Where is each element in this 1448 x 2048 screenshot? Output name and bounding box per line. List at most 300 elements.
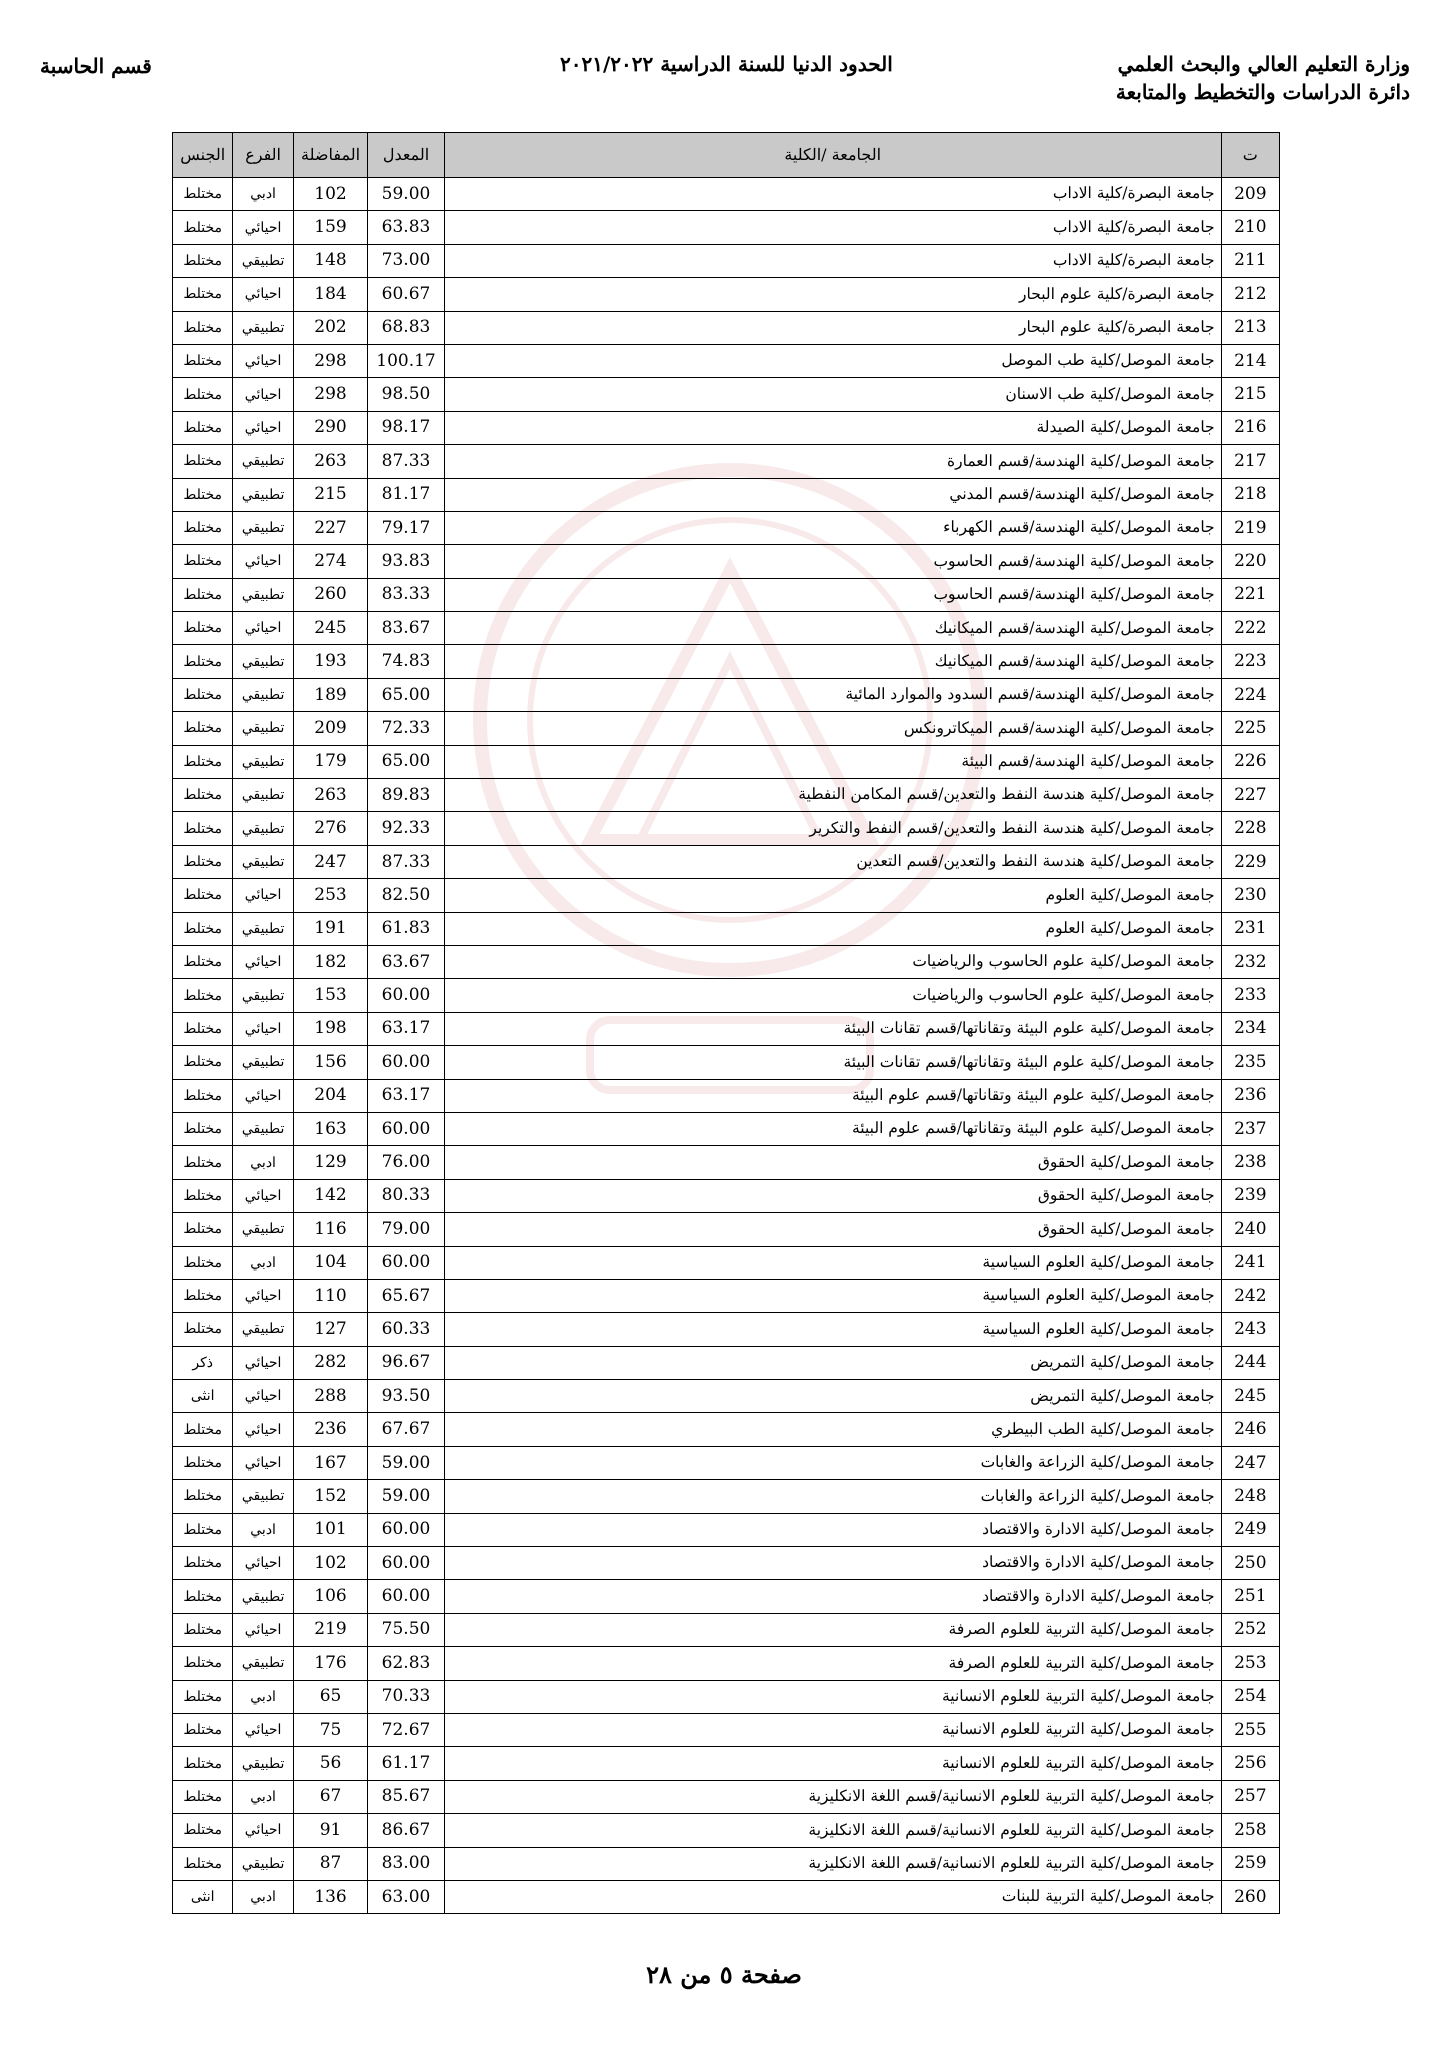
- admission-table-container: [172, 132, 1280, 1914]
- cell-university-college: جامعة الموصل/كلية الهندسة/قسم الميكانيك: [444, 645, 1221, 678]
- cell-number: 244: [1221, 1346, 1279, 1379]
- table-row: [173, 1814, 1280, 1847]
- cell-branch: ادبي: [233, 1780, 293, 1813]
- cell-number: 232: [1221, 945, 1279, 978]
- cell-preference: 219: [293, 1613, 367, 1646]
- cell-gender: مختلط: [173, 1179, 233, 1212]
- cell-preference: 67: [293, 1780, 367, 1813]
- cell-average: 63.67: [368, 945, 444, 978]
- cell-average: 60.00: [368, 1580, 444, 1613]
- cell-university-college: جامعة الموصل/كلية التربية للعلوم الانسانية/قسم اللغة الانكليزية: [444, 1780, 1221, 1813]
- cell-branch: احيائي: [233, 1446, 293, 1479]
- cell-average: 85.67: [368, 1780, 444, 1813]
- cell-average: 63.83: [368, 211, 444, 244]
- cell-university-college: جامعة الموصل/كلية الصيدلة: [444, 411, 1221, 444]
- cell-university-college: جامعة البصرة/كلية الاداب: [444, 244, 1221, 277]
- cell-university-college: جامعة الموصل/كلية الهندسة/قسم الكهرباء: [444, 511, 1221, 544]
- cell-gender: مختلط: [173, 578, 233, 611]
- cell-branch: احيائي: [233, 1380, 293, 1413]
- cell-branch: احيائي: [233, 1346, 293, 1379]
- cell-preference: 129: [293, 1146, 367, 1179]
- table-row: [173, 378, 1280, 411]
- cell-number: 215: [1221, 378, 1279, 411]
- table-row: [173, 1446, 1280, 1479]
- cell-average: 60.00: [368, 1046, 444, 1079]
- cell-average: 76.00: [368, 1146, 444, 1179]
- cell-preference: 282: [293, 1346, 367, 1379]
- cell-gender: مختلط: [173, 945, 233, 978]
- cell-gender: مختلط: [173, 178, 233, 211]
- cell-gender: مختلط: [173, 1780, 233, 1813]
- cell-average: 80.33: [368, 1179, 444, 1212]
- cell-branch: ادبي: [233, 1513, 293, 1546]
- cell-number: 254: [1221, 1680, 1279, 1713]
- cell-university-college: جامعة الموصل/كلية علوم البيئة وتقاناتها/قسم علوم البيئة: [444, 1112, 1221, 1145]
- cell-average: 65.00: [368, 678, 444, 711]
- cell-average: 93.50: [368, 1380, 444, 1413]
- table-row: [173, 578, 1280, 611]
- cell-number: 216: [1221, 411, 1279, 444]
- page-number: صفحة ٥ من ٢٨: [646, 1960, 802, 1989]
- cell-average: 61.17: [368, 1747, 444, 1780]
- table-row: [173, 1547, 1280, 1580]
- cell-gender: مختلط: [173, 1547, 233, 1580]
- cell-branch: تطبيقي: [233, 1046, 293, 1079]
- cell-branch: احيائي: [233, 378, 293, 411]
- header-gender: الجنس: [173, 133, 233, 178]
- cell-preference: 245: [293, 612, 367, 645]
- cell-preference: 263: [293, 445, 367, 478]
- cell-gender: مختلط: [173, 378, 233, 411]
- cell-university-college: جامعة الموصل/كلية هندسة النفط والتعدين/قسم التعدين: [444, 845, 1221, 878]
- cell-average: 87.33: [368, 445, 444, 478]
- cell-average: 92.33: [368, 812, 444, 845]
- cell-university-college: جامعة البصرة/كلية علوم البحار: [444, 311, 1221, 344]
- cell-average: 74.83: [368, 645, 444, 678]
- cell-preference: 198: [293, 1012, 367, 1045]
- cell-university-college: جامعة الموصل/كلية علوم الحاسوب والرياضيات: [444, 979, 1221, 1012]
- table-body: [173, 178, 1280, 1914]
- table-row: [173, 1480, 1280, 1513]
- cell-gender: مختلط: [173, 845, 233, 878]
- cell-number: 238: [1221, 1146, 1279, 1179]
- table-row: [173, 712, 1280, 745]
- cell-preference: 179: [293, 745, 367, 778]
- cell-gender: مختلط: [173, 344, 233, 377]
- cell-average: 65.67: [368, 1279, 444, 1312]
- cell-gender: مختلط: [173, 244, 233, 277]
- cell-average: 60.00: [368, 1112, 444, 1145]
- cell-university-college: جامعة الموصل/كلية علوم البيئة وتقاناتها/قسم تقانات البيئة: [444, 1012, 1221, 1045]
- cell-branch: تطبيقي: [233, 1213, 293, 1246]
- cell-preference: 116: [293, 1213, 367, 1246]
- cell-gender: مختلط: [173, 745, 233, 778]
- cell-gender: مختلط: [173, 511, 233, 544]
- table-row: [173, 1146, 1280, 1179]
- cell-branch: تطبيقي: [233, 1847, 293, 1880]
- cell-branch: تطبيقي: [233, 1647, 293, 1680]
- cell-preference: 153: [293, 979, 367, 1012]
- table-row: [173, 1313, 1280, 1346]
- cell-gender: انثى: [173, 1880, 233, 1913]
- cell-number: 223: [1221, 645, 1279, 678]
- cell-branch: احيائي: [233, 411, 293, 444]
- cell-gender: مختلط: [173, 411, 233, 444]
- cell-preference: 136: [293, 1880, 367, 1913]
- cell-branch: تطبيقي: [233, 1580, 293, 1613]
- cell-number: 228: [1221, 812, 1279, 845]
- cell-branch: ادبي: [233, 1146, 293, 1179]
- cell-preference: 176: [293, 1647, 367, 1680]
- cell-university-college: جامعة الموصل/كلية علوم البيئة وتقاناتها/قسم علوم البيئة: [444, 1079, 1221, 1112]
- cell-branch: تطبيقي: [233, 812, 293, 845]
- cell-university-college: جامعة الموصل/كلية التربية للعلوم الانسانية: [444, 1747, 1221, 1780]
- table-row: [173, 311, 1280, 344]
- cell-average: 72.33: [368, 712, 444, 745]
- table-row: [173, 1046, 1280, 1079]
- cell-number: 225: [1221, 712, 1279, 745]
- cell-preference: 102: [293, 178, 367, 211]
- cell-gender: مختلط: [173, 912, 233, 945]
- cell-university-college: جامعة الموصل/كلية الادارة والاقتصاد: [444, 1513, 1221, 1546]
- cell-average: 79.00: [368, 1213, 444, 1246]
- table-row: [173, 1847, 1280, 1880]
- cell-average: 60.33: [368, 1313, 444, 1346]
- table-row: [173, 344, 1280, 377]
- cell-branch: تطبيقي: [233, 1480, 293, 1513]
- cell-branch: احيائي: [233, 211, 293, 244]
- cell-number: 251: [1221, 1580, 1279, 1613]
- cell-university-college: جامعة الموصل/كلية الهندسة/قسم السدود والموارد المائية: [444, 678, 1221, 711]
- cell-preference: 75: [293, 1713, 367, 1746]
- cell-average: 83.67: [368, 612, 444, 645]
- cell-number: 247: [1221, 1446, 1279, 1479]
- cell-average: 82.50: [368, 879, 444, 912]
- cell-preference: 56: [293, 1747, 367, 1780]
- cell-number: 260: [1221, 1880, 1279, 1913]
- cell-number: 256: [1221, 1747, 1279, 1780]
- cell-gender: مختلط: [173, 1480, 233, 1513]
- cell-number: 237: [1221, 1112, 1279, 1145]
- cell-preference: 167: [293, 1446, 367, 1479]
- department-name: قسم الحاسبة: [40, 54, 152, 78]
- cell-average: 60.00: [368, 1246, 444, 1279]
- cell-gender: مختلط: [173, 1079, 233, 1112]
- cell-average: 98.17: [368, 411, 444, 444]
- cell-university-college: جامعة الموصل/كلية التمريض: [444, 1380, 1221, 1413]
- cell-preference: 184: [293, 278, 367, 311]
- table-row: [173, 612, 1280, 645]
- cell-branch: احيائي: [233, 1012, 293, 1045]
- cell-number: 245: [1221, 1380, 1279, 1413]
- cell-number: 229: [1221, 845, 1279, 878]
- cell-average: 63.00: [368, 1880, 444, 1913]
- table-row: [173, 478, 1280, 511]
- cell-preference: 191: [293, 912, 367, 945]
- cell-branch: ادبي: [233, 1246, 293, 1279]
- cell-university-college: جامعة الموصل/كلية الهندسة/قسم البيئة: [444, 745, 1221, 778]
- table-row: [173, 678, 1280, 711]
- admission-table: [172, 132, 1280, 1914]
- cell-average: 60.00: [368, 1513, 444, 1546]
- cell-gender: مختلط: [173, 779, 233, 812]
- cell-preference: 298: [293, 378, 367, 411]
- cell-university-college: جامعة الموصل/كلية العلوم: [444, 879, 1221, 912]
- ministry-name: وزارة التعليم العالي والبحث العلمي: [1117, 52, 1410, 76]
- cell-gender: مختلط: [173, 1847, 233, 1880]
- cell-gender: مختلط: [173, 478, 233, 511]
- cell-branch: احيائي: [233, 278, 293, 311]
- cell-university-college: جامعة الموصل/كلية طب الموصل: [444, 344, 1221, 377]
- cell-gender: مختلط: [173, 211, 233, 244]
- cell-gender: مختلط: [173, 278, 233, 311]
- cell-number: 211: [1221, 244, 1279, 277]
- table-row: [173, 1179, 1280, 1212]
- cell-preference: 65: [293, 1680, 367, 1713]
- directorate-name: دائرة الدراسات والتخطيط والمتابعة: [1115, 80, 1410, 104]
- cell-gender: انثى: [173, 1380, 233, 1413]
- cell-branch: تطبيقي: [233, 979, 293, 1012]
- cell-branch: تطبيقي: [233, 1112, 293, 1145]
- header-number: ت: [1221, 133, 1279, 178]
- cell-university-college: جامعة الموصل/كلية الادارة والاقتصاد: [444, 1547, 1221, 1580]
- cell-number: 240: [1221, 1213, 1279, 1246]
- cell-preference: 152: [293, 1480, 367, 1513]
- header-preference: المفاضلة: [293, 133, 367, 178]
- cell-university-college: جامعة البصرة/كلية الاداب: [444, 211, 1221, 244]
- cell-gender: مختلط: [173, 545, 233, 578]
- table-row: [173, 1880, 1280, 1913]
- cell-branch: احيائي: [233, 945, 293, 978]
- table-row: [173, 879, 1280, 912]
- table-row: [173, 645, 1280, 678]
- cell-university-college: جامعة البصرة/كلية علوم البحار: [444, 278, 1221, 311]
- cell-gender: مختلط: [173, 1747, 233, 1780]
- cell-number: 219: [1221, 511, 1279, 544]
- cell-branch: تطبيقي: [233, 311, 293, 344]
- cell-gender: مختلط: [173, 1613, 233, 1646]
- cell-number: 258: [1221, 1814, 1279, 1847]
- cell-branch: ادبي: [233, 1880, 293, 1913]
- cell-branch: احيائي: [233, 545, 293, 578]
- cell-university-college: جامعة الموصل/كلية علوم الحاسوب والرياضيات: [444, 945, 1221, 978]
- cell-branch: احيائي: [233, 612, 293, 645]
- cell-preference: 193: [293, 645, 367, 678]
- cell-preference: 104: [293, 1246, 367, 1279]
- cell-branch: ادبي: [233, 178, 293, 211]
- cell-gender: مختلط: [173, 311, 233, 344]
- cell-branch: تطبيقي: [233, 578, 293, 611]
- table-row: [173, 1513, 1280, 1546]
- cell-average: 59.00: [368, 1480, 444, 1513]
- page-title: الحدود الدنيا للسنة الدراسية ٢٠٢١/٢٠٢٢: [560, 52, 893, 76]
- cell-average: 62.83: [368, 1647, 444, 1680]
- cell-branch: احيائي: [233, 1413, 293, 1446]
- cell-number: 218: [1221, 478, 1279, 511]
- cell-branch: احيائي: [233, 1079, 293, 1112]
- table-row: [173, 979, 1280, 1012]
- cell-gender: مختلط: [173, 1680, 233, 1713]
- cell-branch: تطبيقي: [233, 511, 293, 544]
- cell-university-college: جامعة الموصل/كلية الادارة والاقتصاد: [444, 1580, 1221, 1613]
- cell-average: 83.33: [368, 578, 444, 611]
- cell-gender: مختلط: [173, 1413, 233, 1446]
- cell-university-college: جامعة الموصل/كلية الطب البيطري: [444, 1413, 1221, 1446]
- cell-average: 67.67: [368, 1413, 444, 1446]
- cell-preference: 106: [293, 1580, 367, 1613]
- table-row: [173, 211, 1280, 244]
- table-row: [173, 1647, 1280, 1680]
- table-row: [173, 1246, 1280, 1279]
- cell-number: 221: [1221, 578, 1279, 611]
- cell-number: 222: [1221, 612, 1279, 645]
- cell-number: 233: [1221, 979, 1279, 1012]
- cell-preference: 182: [293, 945, 367, 978]
- cell-university-college: جامعة الموصل/كلية الحقوق: [444, 1146, 1221, 1179]
- cell-branch: تطبيقي: [233, 244, 293, 277]
- cell-gender: مختلط: [173, 678, 233, 711]
- cell-gender: مختلط: [173, 1213, 233, 1246]
- cell-gender: مختلط: [173, 812, 233, 845]
- cell-number: 230: [1221, 879, 1279, 912]
- cell-gender: ذكر: [173, 1346, 233, 1379]
- cell-branch: احيائي: [233, 1613, 293, 1646]
- cell-branch: تطبيقي: [233, 1313, 293, 1346]
- table-row: [173, 1012, 1280, 1045]
- cell-university-college: جامعة الموصل/كلية العلوم: [444, 912, 1221, 945]
- cell-average: 93.83: [368, 545, 444, 578]
- cell-number: 250: [1221, 1547, 1279, 1580]
- cell-gender: مختلط: [173, 1246, 233, 1279]
- cell-preference: 215: [293, 478, 367, 511]
- cell-average: 59.00: [368, 1446, 444, 1479]
- cell-number: 253: [1221, 1647, 1279, 1680]
- table-row: [173, 1713, 1280, 1746]
- cell-university-college: جامعة الموصل/كلية الهندسة/قسم الحاسوب: [444, 545, 1221, 578]
- cell-average: 63.17: [368, 1079, 444, 1112]
- cell-branch: تطبيقي: [233, 445, 293, 478]
- table-row: [173, 1580, 1280, 1613]
- cell-gender: مختلط: [173, 1046, 233, 1079]
- cell-branch: تطبيقي: [233, 478, 293, 511]
- cell-university-college: جامعة الموصل/كلية التربية للعلوم الانسانية/قسم اللغة الانكليزية: [444, 1847, 1221, 1880]
- cell-number: 236: [1221, 1079, 1279, 1112]
- cell-university-college: جامعة الموصل/كلية الهندسة/قسم العمارة: [444, 445, 1221, 478]
- cell-gender: مختلط: [173, 1580, 233, 1613]
- cell-university-college: جامعة البصرة/كلية الاداب: [444, 178, 1221, 211]
- cell-preference: 298: [293, 344, 367, 377]
- cell-average: 60.00: [368, 1547, 444, 1580]
- cell-number: 220: [1221, 545, 1279, 578]
- cell-branch: تطبيقي: [233, 845, 293, 878]
- cell-number: 242: [1221, 1279, 1279, 1312]
- cell-number: 214: [1221, 344, 1279, 377]
- cell-number: 224: [1221, 678, 1279, 711]
- cell-average: 81.17: [368, 478, 444, 511]
- cell-gender: مختلط: [173, 879, 233, 912]
- cell-gender: مختلط: [173, 1146, 233, 1179]
- table-row: [173, 1780, 1280, 1813]
- cell-branch: تطبيقي: [233, 645, 293, 678]
- cell-average: 83.00: [368, 1847, 444, 1880]
- cell-number: 249: [1221, 1513, 1279, 1546]
- table-header-row: [173, 133, 1280, 178]
- cell-preference: 156: [293, 1046, 367, 1079]
- cell-preference: 253: [293, 879, 367, 912]
- cell-branch: احيائي: [233, 344, 293, 377]
- cell-university-college: جامعة الموصل/كلية الهندسة/قسم الميكاترونكس: [444, 712, 1221, 745]
- table-row: [173, 1346, 1280, 1379]
- table-row: [173, 1680, 1280, 1713]
- table-row: [173, 1213, 1280, 1246]
- cell-preference: 204: [293, 1079, 367, 1112]
- cell-preference: 101: [293, 1513, 367, 1546]
- cell-preference: 263: [293, 779, 367, 812]
- cell-university-college: جامعة الموصل/كلية الهندسة/قسم الحاسوب: [444, 578, 1221, 611]
- table-row: [173, 178, 1280, 211]
- cell-gender: مختلط: [173, 645, 233, 678]
- cell-gender: مختلط: [173, 1279, 233, 1312]
- cell-branch: تطبيقي: [233, 678, 293, 711]
- cell-average: 98.50: [368, 378, 444, 411]
- table-row: [173, 945, 1280, 978]
- cell-university-college: جامعة الموصل/كلية التربية للبنات: [444, 1880, 1221, 1913]
- table-row: [173, 812, 1280, 845]
- cell-university-college: جامعة الموصل/كلية طب الاسنان: [444, 378, 1221, 411]
- cell-preference: 127: [293, 1313, 367, 1346]
- cell-number: 252: [1221, 1613, 1279, 1646]
- header-name: الجامعة /الكلية: [444, 133, 1221, 178]
- cell-number: 210: [1221, 211, 1279, 244]
- cell-branch: تطبيقي: [233, 912, 293, 945]
- cell-branch: احيائي: [233, 1713, 293, 1746]
- cell-gender: مختلط: [173, 712, 233, 745]
- cell-number: 235: [1221, 1046, 1279, 1079]
- cell-gender: مختلط: [173, 1313, 233, 1346]
- cell-preference: 159: [293, 211, 367, 244]
- cell-gender: مختلط: [173, 1012, 233, 1045]
- cell-branch: احيائي: [233, 1279, 293, 1312]
- cell-gender: مختلط: [173, 1647, 233, 1680]
- cell-university-college: جامعة الموصل/كلية الزراعة والغابات: [444, 1480, 1221, 1513]
- header-average: المعدل: [368, 133, 444, 178]
- cell-average: 89.83: [368, 779, 444, 812]
- cell-number: 231: [1221, 912, 1279, 945]
- cell-university-college: جامعة الموصل/كلية العلوم السياسية: [444, 1246, 1221, 1279]
- cell-branch: تطبيقي: [233, 712, 293, 745]
- cell-number: 234: [1221, 1012, 1279, 1045]
- cell-preference: 274: [293, 545, 367, 578]
- cell-university-college: جامعة الموصل/كلية الزراعة والغابات: [444, 1446, 1221, 1479]
- table-row: [173, 545, 1280, 578]
- cell-university-college: جامعة الموصل/كلية الحقوق: [444, 1179, 1221, 1212]
- cell-preference: 91: [293, 1814, 367, 1847]
- cell-university-college: جامعة الموصل/كلية العلوم السياسية: [444, 1313, 1221, 1346]
- cell-preference: 209: [293, 712, 367, 745]
- cell-university-college: جامعة الموصل/كلية التربية للعلوم الانسانية: [444, 1680, 1221, 1713]
- cell-number: 257: [1221, 1780, 1279, 1813]
- cell-gender: مختلط: [173, 1112, 233, 1145]
- cell-preference: 290: [293, 411, 367, 444]
- cell-university-college: جامعة الموصل/كلية هندسة النفط والتعدين/قسم المكامن النفطية: [444, 779, 1221, 812]
- cell-number: 255: [1221, 1713, 1279, 1746]
- cell-branch: ادبي: [233, 1680, 293, 1713]
- table-row: [173, 445, 1280, 478]
- cell-university-college: جامعة الموصل/كلية التربية للعلوم الصرفة: [444, 1647, 1221, 1680]
- cell-gender: مختلط: [173, 1513, 233, 1546]
- cell-number: 209: [1221, 178, 1279, 211]
- table-row: [173, 244, 1280, 277]
